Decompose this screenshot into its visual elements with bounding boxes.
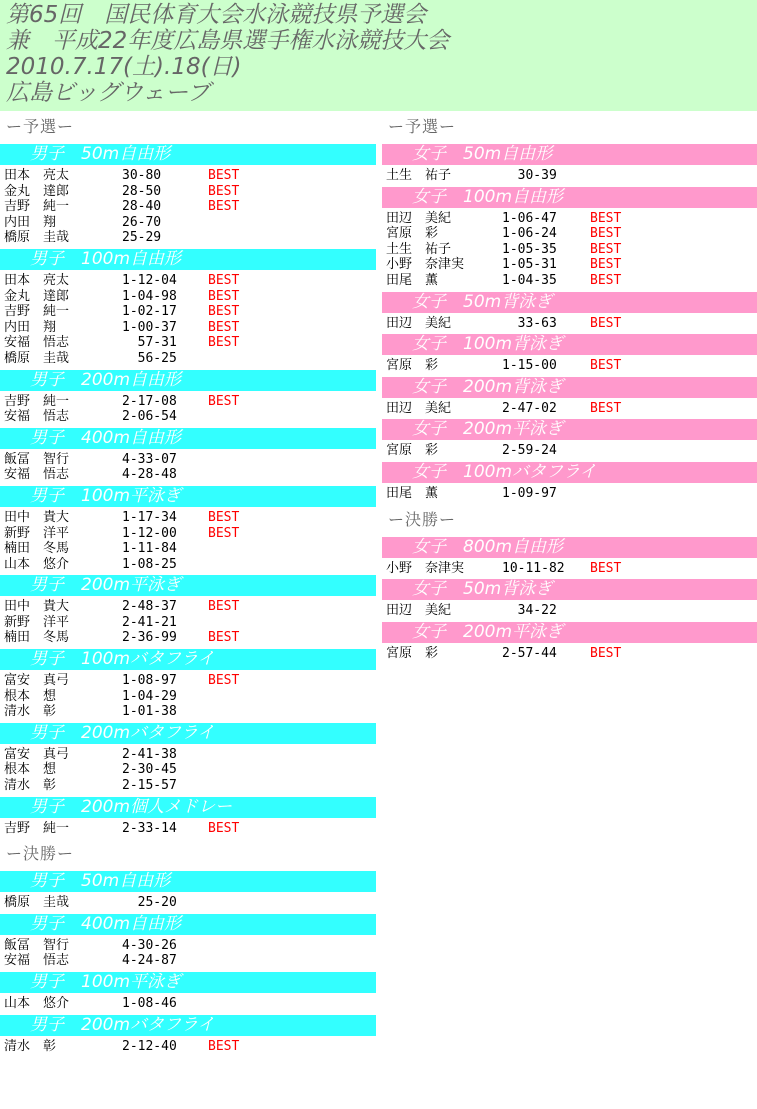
result-row: [382, 257, 757, 273]
swimmer-name: 吉野 純一: [4, 304, 70, 320]
swim-time: 2-48-37: [122, 599, 177, 615]
swimmer-name: 橋原 圭哉: [4, 895, 70, 911]
swimmer-name: 安福 悟志: [4, 335, 70, 351]
result-row: [0, 452, 376, 468]
phase-label: ー決勝ー: [388, 509, 457, 529]
swimmer-name: 宮原 彩: [386, 226, 439, 242]
best-badge: BEST: [208, 319, 240, 335]
event-title-bar: 女子 100m自由形: [382, 187, 757, 208]
event-title-bar: 男子 100mバタフライ: [0, 649, 376, 670]
swim-time: 34-22: [502, 603, 557, 619]
event-block: [0, 972, 376, 1014]
best-badge: BEST: [208, 673, 240, 689]
event-title-bar: 男子 50m自由形: [0, 144, 376, 165]
result-row: [0, 673, 376, 689]
swimmer-name: 山本 悠介: [4, 556, 70, 572]
swimmer-name: 内田 翔: [4, 319, 57, 335]
event-block: [0, 1015, 376, 1057]
result-row: [0, 630, 376, 646]
best-badge: BEST: [208, 288, 240, 304]
best-badge: BEST: [208, 1038, 240, 1054]
swim-time: 2-06-54: [122, 409, 177, 425]
event-block: [0, 723, 376, 796]
best-badge: BEST: [208, 393, 240, 409]
swimmer-name: 橋原 圭哉: [4, 350, 70, 366]
best-badge: BEST: [590, 560, 622, 576]
swim-time: 1-04-29: [122, 688, 177, 704]
result-row: [0, 467, 376, 483]
best-badge: BEST: [590, 257, 622, 273]
swim-time: 2-30-45: [122, 762, 177, 778]
event-title-bar: 女子 800m自由形: [382, 537, 757, 558]
block-spacer: [382, 619, 757, 621]
block-spacer: [0, 483, 376, 485]
swimmer-name: 山本 悠介: [4, 996, 70, 1011]
result-row: [0, 557, 376, 573]
swim-time: 1-04-98: [122, 288, 177, 304]
result-row: [382, 211, 757, 227]
event-title-bar: 女子 50m自由形: [382, 144, 757, 165]
result-row: [382, 561, 757, 577]
swim-time: 1-08-97: [122, 673, 177, 689]
result-row: [0, 762, 376, 778]
swimmer-name: 小野 奈津実: [386, 257, 465, 273]
best-badge: BEST: [208, 525, 240, 541]
result-row: [382, 242, 757, 258]
swim-time: 57-31: [122, 335, 177, 351]
event-title-bar: 女子 50m背泳ぎ: [382, 292, 757, 313]
best-badge: BEST: [590, 400, 622, 416]
result-row: [0, 1039, 376, 1055]
swim-time: 1-01-38: [122, 704, 177, 720]
result-row: [0, 704, 376, 720]
swim-time: 1-12-04: [122, 272, 177, 288]
event-title-bar: 男子 100m平泳ぎ: [0, 486, 376, 507]
swimmer-name: 吉野 純一: [4, 393, 70, 409]
swim-time: 2-59-24: [502, 443, 557, 459]
swimmer-name: 田本 亮太: [4, 272, 70, 288]
page-header: [0, 0, 757, 111]
block-spacer: [382, 374, 757, 376]
event-title-bar: 女子 100m背泳ぎ: [382, 334, 757, 355]
swim-time: 2-17-08: [122, 393, 177, 409]
block-spacer: [382, 289, 757, 291]
event-title-bar: 男子 50m自由形: [0, 871, 376, 892]
event-block: [0, 486, 376, 574]
event-block: [382, 419, 757, 461]
swimmer-name: 土生 祐子: [386, 241, 452, 257]
best-badge: BEST: [590, 226, 622, 242]
swimmer-name: 吉野 純一: [4, 199, 70, 215]
swim-time: 2-41-21: [122, 614, 177, 630]
swimmer-name: 田辺 美紀: [386, 603, 452, 619]
result-row: [0, 273, 376, 289]
block-spacer: [0, 646, 376, 648]
swim-time: 4-33-07: [122, 451, 177, 467]
result-row: [0, 599, 376, 615]
swimmer-name: 橋原 圭哉: [4, 230, 70, 246]
swimmer-name: 宮原 彩: [386, 358, 439, 374]
swim-time: 56-25: [122, 350, 177, 366]
swimmer-name: 根本 想: [4, 762, 57, 778]
results-column-women: [382, 111, 757, 663]
best-badge: BEST: [208, 820, 240, 836]
swimmer-name: 新野 洋平: [4, 614, 70, 630]
swim-time: 2-47-02: [502, 400, 557, 416]
swimmer-name: 田中 貴大: [4, 599, 70, 615]
swimmer-name: 宮原 彩: [386, 645, 439, 661]
block-spacer: [382, 459, 757, 461]
block-spacer: [0, 367, 376, 369]
swim-time: 28-40: [122, 199, 162, 215]
result-row: [382, 486, 757, 502]
swim-time: 4-30-26: [122, 937, 177, 953]
result-row: [0, 541, 376, 557]
best-badge: BEST: [208, 599, 240, 615]
result-row: [382, 316, 757, 332]
swimmer-name: 清水 彰: [4, 778, 57, 794]
result-row: [0, 215, 376, 231]
swimmer-name: 田辺 美紀: [386, 315, 452, 331]
swimmer-name: 清水 彰: [4, 1038, 57, 1054]
block-spacer: [382, 416, 757, 418]
phase-label: ー決勝ー: [6, 844, 75, 864]
best-badge: BEST: [208, 630, 240, 646]
event-title-bar: 男子 200mバタフライ: [0, 1015, 376, 1036]
event-title-bar: 男子 200mバタフライ: [0, 723, 376, 744]
best-badge: BEST: [208, 272, 240, 288]
best-badge: BEST: [590, 210, 622, 226]
swim-time: 2-33-14: [122, 820, 177, 836]
block-spacer: [0, 911, 376, 913]
swim-time: 2-36-99: [122, 630, 177, 646]
meet-subtitle: 兼 平成22年度広島県選手権水泳競技大会: [6, 28, 450, 54]
swimmer-name: 田辺 美紀: [386, 210, 452, 226]
block-spacer: [0, 425, 376, 427]
swim-time: 30-39: [502, 168, 557, 183]
swimmer-name: 田辺 美紀: [386, 400, 452, 416]
event-block: [382, 622, 757, 664]
result-row: [0, 778, 376, 794]
swimmer-name: 小野 奈津実: [386, 560, 465, 576]
event-title-bar: 男子 200m平泳ぎ: [0, 575, 376, 596]
swimmer-name: 飯冨 智行: [4, 937, 70, 953]
result-row: [0, 335, 376, 351]
swimmer-name: 楠田 冬馬: [4, 541, 70, 557]
result-row: [0, 895, 376, 911]
event-block: [382, 579, 757, 621]
block-spacer: [0, 1054, 376, 1056]
swimmer-name: 新野 洋平: [4, 525, 70, 541]
best-badge: BEST: [208, 509, 240, 525]
result-row: [0, 394, 376, 410]
result-row: [382, 358, 757, 374]
event-title-bar: 男子 100m平泳ぎ: [0, 972, 376, 993]
event-title-bar: 男子 100m自由形: [0, 249, 376, 270]
event-title-bar: 男子 400m自由形: [0, 914, 376, 935]
swim-time: 2-41-38: [122, 746, 177, 762]
swim-time: 1-17-34: [122, 509, 177, 525]
event-block: [0, 649, 376, 722]
results-column-men: [0, 111, 376, 1056]
result-row: [0, 953, 376, 969]
swim-time: 1-06-47: [502, 210, 557, 226]
phase-label: ー予選ー: [6, 117, 75, 136]
best-badge: BEST: [208, 335, 240, 351]
phase-label: ー予選ー: [388, 117, 457, 136]
swimmer-name: 根本 想: [4, 688, 57, 704]
block-spacer: [0, 246, 376, 248]
result-row: [0, 938, 376, 954]
swim-time: 4-24-87: [122, 953, 177, 969]
block-spacer: [0, 572, 376, 574]
block-spacer: [0, 794, 376, 796]
swim-time: 2-57-44: [502, 645, 557, 661]
swimmer-name: 清水 彰: [4, 704, 57, 720]
meet-venue: 広島ビッグウェーブ: [6, 80, 211, 106]
result-row: [382, 443, 757, 459]
block-spacer: [0, 1012, 376, 1014]
swim-time: 2-15-57: [122, 778, 177, 794]
result-row: [0, 689, 376, 705]
swimmer-name: 田尾 薫: [386, 272, 439, 288]
swimmer-name: 富安 真弓: [4, 746, 70, 762]
event-block: [382, 537, 757, 579]
swim-time: 25-20: [122, 895, 177, 911]
result-row: [382, 401, 757, 417]
block-spacer: [382, 184, 757, 186]
swimmer-name: 田中 貴大: [4, 509, 70, 525]
swim-time: 25-29: [122, 230, 162, 246]
event-title-bar: 男子 200m自由形: [0, 370, 376, 391]
swim-time: 1-00-37: [122, 319, 177, 335]
swim-time: 1-08-25: [122, 556, 177, 572]
block-spacer: [382, 661, 757, 663]
event-title-bar: 女子 200m背泳ぎ: [382, 377, 757, 398]
swimmer-name: 富安 真弓: [4, 673, 70, 689]
swim-time: 1-02-17: [122, 304, 177, 320]
event-block: [0, 428, 376, 485]
best-badge: BEST: [208, 199, 240, 215]
swim-time: 1-05-35: [502, 241, 557, 257]
swimmer-name: 土生 祐子: [386, 168, 452, 183]
result-row: [0, 409, 376, 425]
swimmer-name: 田尾 薫: [386, 485, 439, 501]
swimmer-name: 安福 悟志: [4, 467, 70, 483]
event-title-bar: 男子 400m自由形: [0, 428, 376, 449]
swim-time: 1-11-84: [122, 541, 177, 557]
event-block: [0, 144, 376, 248]
swim-time: 33-63: [502, 315, 557, 331]
block-spacer: [0, 720, 376, 722]
result-row: [0, 184, 376, 200]
swim-time: 30-80: [122, 168, 162, 183]
swim-time: 1-05-31: [502, 257, 557, 273]
best-badge: BEST: [208, 304, 240, 320]
swimmer-name: 吉野 純一: [4, 820, 70, 836]
result-row: [0, 320, 376, 336]
event-block: [382, 377, 757, 419]
result-row: [382, 273, 757, 289]
swim-time: 26-70: [122, 214, 162, 230]
event-block: [382, 292, 757, 334]
swim-time: 1-12-00: [122, 525, 177, 541]
event-title-bar: 女子 200m平泳ぎ: [382, 419, 757, 440]
block-spacer: [0, 969, 376, 971]
event-title-bar: 女子 100mバタフライ: [382, 462, 757, 483]
swim-time: 28-50: [122, 183, 162, 199]
block-spacer: [382, 331, 757, 333]
result-row: [0, 526, 376, 542]
swimmer-name: 内田 翔: [4, 214, 57, 230]
result-row: [382, 226, 757, 242]
swimmer-name: 金丸 達郎: [4, 183, 70, 199]
event-title-bar: 女子 50m背泳ぎ: [382, 579, 757, 600]
result-row: [0, 615, 376, 631]
result-row: [0, 199, 376, 215]
result-row: [0, 230, 376, 246]
swim-time: 2-12-40: [122, 1038, 177, 1054]
result-row: [0, 996, 376, 1012]
result-row: [382, 168, 757, 184]
result-row: [0, 747, 376, 763]
swimmer-name: 田本 亮太: [4, 168, 70, 183]
block-spacer: [382, 576, 757, 578]
best-badge: BEST: [590, 241, 622, 257]
result-row: [0, 351, 376, 367]
best-badge: BEST: [208, 168, 240, 183]
swim-time: 1-06-24: [502, 226, 557, 242]
result-row: [0, 168, 376, 184]
best-badge: BEST: [590, 645, 622, 661]
event-block: [0, 914, 376, 971]
meet-title: 第65回 国民体育大会水泳競技県予選会: [6, 2, 427, 28]
best-badge: BEST: [208, 183, 240, 199]
event-block: [382, 462, 757, 504]
best-badge: BEST: [590, 358, 622, 374]
swimmer-name: 宮原 彩: [386, 443, 439, 459]
swim-time: 1-04-35: [502, 272, 557, 288]
swimmer-name: 安福 悟志: [4, 409, 70, 425]
swimmer-name: 楠田 冬馬: [4, 630, 70, 646]
swimmer-name: 飯冨 智行: [4, 451, 70, 467]
event-block: [382, 334, 757, 376]
event-block: [0, 249, 376, 369]
event-block: [0, 575, 376, 648]
swim-time: 10-11-82: [502, 560, 565, 576]
event-block: [382, 187, 757, 291]
swimmer-name: 安福 悟志: [4, 953, 70, 969]
result-row: [0, 289, 376, 305]
result-row: [0, 821, 376, 837]
result-row: [382, 646, 757, 662]
swim-time: 1-08-46: [122, 996, 177, 1011]
event-block: [0, 871, 376, 913]
event-block: [382, 144, 757, 186]
event-block: [0, 370, 376, 427]
result-row: [382, 603, 757, 619]
event-title-bar: 女子 200m平泳ぎ: [382, 622, 757, 643]
swimmer-name: 金丸 達郎: [4, 288, 70, 304]
swim-time: 1-09-97: [502, 485, 557, 501]
result-row: [0, 304, 376, 320]
event-title-bar: 男子 200m個人メドレー: [0, 797, 376, 818]
meet-dates: 2010.7.17(土).18(日): [6, 54, 242, 80]
best-badge: BEST: [590, 272, 622, 288]
swim-time: 1-15-00: [502, 358, 557, 374]
swim-time: 4-28-48: [122, 467, 177, 483]
event-block: [0, 797, 376, 839]
result-row: [0, 510, 376, 526]
best-badge: BEST: [590, 315, 622, 331]
